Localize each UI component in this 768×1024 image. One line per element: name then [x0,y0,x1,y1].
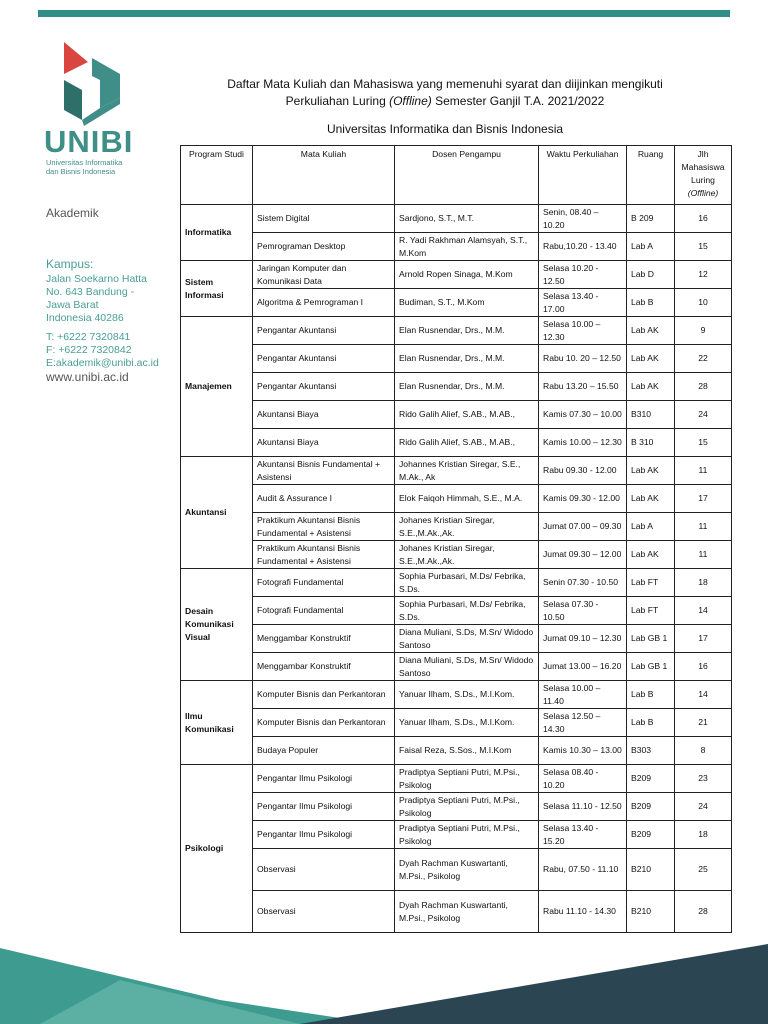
lecturer-cell: Pradiptya Septiani Putri, M.Psi., Psikolog [395,793,539,821]
room-cell: Lab GB 1 [627,625,675,653]
room-cell: B303 [627,737,675,765]
lecturer-cell: Faisal Reza, S.Sos., M.I.Kom [395,737,539,765]
count-cell: 14 [675,681,732,709]
footer-wave-decoration [0,940,768,1024]
table-row [181,737,732,765]
course-schedule-table [180,145,732,933]
count-cell: 15 [675,429,732,457]
count-cell: 15 [675,233,732,261]
table-row [181,597,732,625]
table-row [181,821,732,849]
room-cell: Lab AK [627,541,675,569]
time-cell: Kamis 07.30 – 10.00 [539,401,627,429]
time-cell: Selasa 12.50 – 14.30 [539,709,627,737]
table-row [181,541,732,569]
room-cell: Lab AK [627,485,675,513]
course-cell: Komputer Bisnis dan Perkantoran [253,681,395,709]
time-cell: Kamis 10.30 – 13.00 [539,737,627,765]
table-body [181,205,732,933]
time-cell: Selasa 07.30 - 10.50 [539,597,627,625]
course-cell: Komputer Bisnis dan Perkantoran [253,709,395,737]
top-accent-bar [38,10,730,17]
course-cell: Akuntansi Biaya [253,401,395,429]
course-cell: Pengantar Ilmu Psikologi [253,821,395,849]
course-cell: Akuntansi Biaya [253,429,395,457]
room-cell: Lab A [627,233,675,261]
time-cell: Jumat 13.00 – 16.20 [539,653,627,681]
course-cell: Praktikum Akuntansi Bisnis Fundamental + Asistensi [253,513,395,541]
room-cell: B210 [627,849,675,891]
kampus-label: Kampus: [46,257,94,271]
address-line: Jawa Barat [46,299,99,311]
room-cell: Lab AK [627,373,675,401]
room-cell: Lab AK [627,317,675,345]
count-cell: 18 [675,821,732,849]
brand-subtitle: Universitas Informatika dan Bisnis Indonesia [46,158,123,176]
room-cell: Lab A [627,513,675,541]
table-row [181,891,732,933]
room-cell: B209 [627,793,675,821]
count-cell: 24 [675,793,732,821]
lecturer-cell: Rido Galih Alief, S.AB., M.AB., [395,401,539,429]
room-cell: B 310 [627,429,675,457]
program-cell: Desain Komunikasi Visual [181,569,253,681]
count-cell: 9 [675,317,732,345]
room-cell: Lab B [627,709,675,737]
table-row [181,513,732,541]
count-cell: 11 [675,541,732,569]
table-row [181,289,732,317]
lecturer-cell: Yanuar Ilham, S.Ds., M.I.Kom. [395,681,539,709]
table-header-row [181,146,732,205]
program-cell: Sistem Informasi [181,261,253,317]
time-cell: Rabu, 07.50 - 11.10 [539,849,627,891]
count-cell: 16 [675,205,732,233]
department-label: Akademik [46,206,99,220]
time-cell: Jumat 09.30 – 12.00 [539,541,627,569]
course-cell: Audit & Assurance I [253,485,395,513]
room-cell: Lab D [627,261,675,289]
count-cell: 11 [675,513,732,541]
count-cell: 14 [675,597,732,625]
lecturer-cell: Elan Rusnendar, Drs., M.M. [395,317,539,345]
table-row [181,457,732,485]
table-row [181,485,732,513]
course-cell: Pemrograman Desktop [253,233,395,261]
count-cell: 23 [675,765,732,793]
table-row [181,849,732,891]
lecturer-cell: Elok Faiqoh Himmah, S.E., M.A. [395,485,539,513]
count-cell: 18 [675,569,732,597]
program-cell: Manajemen [181,317,253,457]
time-cell: Jumat 07.00 – 09.30 [539,513,627,541]
header-time: Waktu Perkuliahan [539,146,627,205]
lecturer-cell: Diana Muliani, S.Ds, M.Sn/ Widodo Santoso [395,653,539,681]
count-cell: 28 [675,891,732,933]
room-cell: Lab FT [627,597,675,625]
course-cell: Akuntansi Bisnis Fundamental + Asistensi [253,457,395,485]
time-cell: Rabu,10.20 - 13.40 [539,233,627,261]
course-cell: Fotografi Fundamental [253,597,395,625]
program-cell: Akuntansi [181,457,253,569]
table-row [181,569,732,597]
room-cell: B209 [627,821,675,849]
table-row [181,765,732,793]
lecturer-cell: Johannes Kristian Siregar, S.E., M.Ak., Ak [395,457,539,485]
website-link[interactable]: www.unibi.ac.id [46,370,129,384]
course-cell: Menggambar Konstruktif [253,653,395,681]
header-count: Jlh Mahasiswa Luring (Offline) [675,146,732,205]
count-cell: 17 [675,485,732,513]
header-lecturer: Dosen Pengampu [395,146,539,205]
time-cell: Jumat 09.10 – 12.30 [539,625,627,653]
lecturer-cell: Dyah Rachman Kuswartanti, M.Psi., Psikolog [395,849,539,891]
lecturer-cell: Elan Rusnendar, Drs., M.M. [395,345,539,373]
time-cell: Rabu 11.10 - 14.30 [539,891,627,933]
room-cell: B310 [627,401,675,429]
lecturer-cell: Budiman, S.T., M.Kom [395,289,539,317]
count-cell: 16 [675,653,732,681]
time-cell: Selasa 13.40 - 17.00 [539,289,627,317]
course-cell: Observasi [253,891,395,933]
time-cell: Rabu 13.20 – 15.50 [539,373,627,401]
address-line: Indonesia 40286 [46,312,124,324]
table-row [181,709,732,737]
course-cell: Budaya Populer [253,737,395,765]
count-cell: 12 [675,261,732,289]
time-cell: Kamis 09.30 - 12.00 [539,485,627,513]
header-program: Program Studi [181,146,253,205]
lecturer-cell: Elan Rusnendar, Drs., M.M. [395,373,539,401]
table-row [181,373,732,401]
room-cell: Lab FT [627,569,675,597]
course-cell: Algoritma & Pemrograman I [253,289,395,317]
room-cell: B209 [627,765,675,793]
lecturer-cell: Dyah Rachman Kuswartanti, M.Psi., Psikolog [395,891,539,933]
document-title: Daftar Mata Kuliah dan Mahasiswa yang memenuhi syarat dan diijinkan mengikuti Perkuliahan Luring (Offline) Semester Ganjil T.A. 2021/2022 [227,77,663,108]
program-cell: Ilmu Komunikasi [181,681,253,765]
table-row [181,345,732,373]
count-cell: 11 [675,457,732,485]
count-cell: 10 [675,289,732,317]
time-cell: Selasa 10.00 – 11.40 [539,681,627,709]
lecturer-cell: Pradiptya Septiani Putri, M.Psi., Psikolog [395,765,539,793]
course-cell: Pengantar Akuntansi [253,317,395,345]
table-row [181,205,732,233]
lecturer-cell: Rido Galih Alief, S.AB., M.AB., [395,429,539,457]
course-cell: Observasi [253,849,395,891]
time-cell: Kamis 10.00 – 12.30 [539,429,627,457]
fax-text: F: +6222 7320842 [46,344,132,356]
room-cell: Lab AK [627,457,675,485]
lecturer-cell: R. Yadi Rakhman Alamsyah, S.T., M.Kom [395,233,539,261]
course-cell: Sistem Digital [253,205,395,233]
table-row [181,653,732,681]
lecturer-cell: Johanes Kristian Siregar, S.E.,M.Ak.,Ak. [395,513,539,541]
phone-text: T: +6222 7320841 [46,331,131,343]
table-row [181,261,732,289]
count-cell: 22 [675,345,732,373]
table-row [181,625,732,653]
time-cell: Selasa 10.20 - 12.50 [539,261,627,289]
time-cell: Rabu 10. 20 – 12.50 [539,345,627,373]
time-cell: Selasa 11.10 - 12.50 [539,793,627,821]
unibi-logo-icon [42,40,132,128]
course-cell: Menggambar Konstruktif [253,625,395,653]
header-room: Ruang [627,146,675,205]
room-cell: Lab GB 1 [627,653,675,681]
time-cell: Senin, 08.40 – 10.20 [539,205,627,233]
course-cell: Pengantar Akuntansi [253,345,395,373]
time-cell: Selasa 10.00 – 12.30 [539,317,627,345]
table-row [181,681,732,709]
course-cell: Jaringan Komputer dan Komunikasi Data [253,261,395,289]
table-row [181,317,732,345]
course-cell: Pengantar Akuntansi [253,373,395,401]
lecturer-cell: Arnold Ropen Sinaga, M.Kom [395,261,539,289]
lecturer-cell: Sardjono, S.T., M.T. [395,205,539,233]
lecturer-cell: Johanes Kristian Siregar, S.E.,M.Ak.,Ak. [395,541,539,569]
table-row [181,793,732,821]
room-cell: Lab B [627,289,675,317]
count-cell: 24 [675,401,732,429]
count-cell: 21 [675,709,732,737]
lecturer-cell: Yanuar Ilham, S.Ds., M.I.Kom. [395,709,539,737]
document-subtitle: Universitas Informatika dan Bisnis Indonesia [326,122,564,136]
table-row [181,401,732,429]
count-cell: 28 [675,373,732,401]
program-cell: Psikologi [181,765,253,933]
count-cell: 17 [675,625,732,653]
email-link[interactable]: E:akademik@unibi.ac.id [46,357,159,369]
program-cell: Informatika [181,205,253,261]
table-row [181,233,732,261]
count-cell: 25 [675,849,732,891]
lecturer-cell: Diana Muliani, S.Ds, M.Sn/ Widodo Santoso [395,625,539,653]
room-cell: B210 [627,891,675,933]
course-cell: Pengantar Ilmu Psikologi [253,765,395,793]
lecturer-cell: Sophia Purbasari, M.Ds/ Febrika, S.Ds. [395,597,539,625]
contact-block [46,258,159,370]
time-cell: Rabu 09.30 - 12.00 [539,457,627,485]
room-cell: Lab B [627,681,675,709]
time-cell: Selasa 13.40 - 15.20 [539,821,627,849]
room-cell: Lab AK [627,345,675,373]
brand-name: UNIBI [44,124,134,159]
lecturer-cell: Pradiptya Septiani Putri, M.Psi., Psikolog [395,821,539,849]
table-row [181,429,732,457]
lecturer-cell: Sophia Purbasari, M.Ds/ Febrika, S.Ds. [395,569,539,597]
address-line: Jalan Soekarno Hatta [46,273,147,285]
header-course: Mata Kuliah [253,146,395,205]
course-cell: Praktikum Akuntansi Bisnis Fundamental + Asistensi [253,541,395,569]
course-cell: Pengantar Ilmu Psikologi [253,793,395,821]
room-cell: B 209 [627,205,675,233]
count-cell: 8 [675,737,732,765]
course-cell: Fotografi Fundamental [253,569,395,597]
time-cell: Senin 07.30 - 10.50 [539,569,627,597]
address-line: No. 643 Bandung - [46,286,135,298]
time-cell: Selasa 08.40 - 10.20 [539,765,627,793]
